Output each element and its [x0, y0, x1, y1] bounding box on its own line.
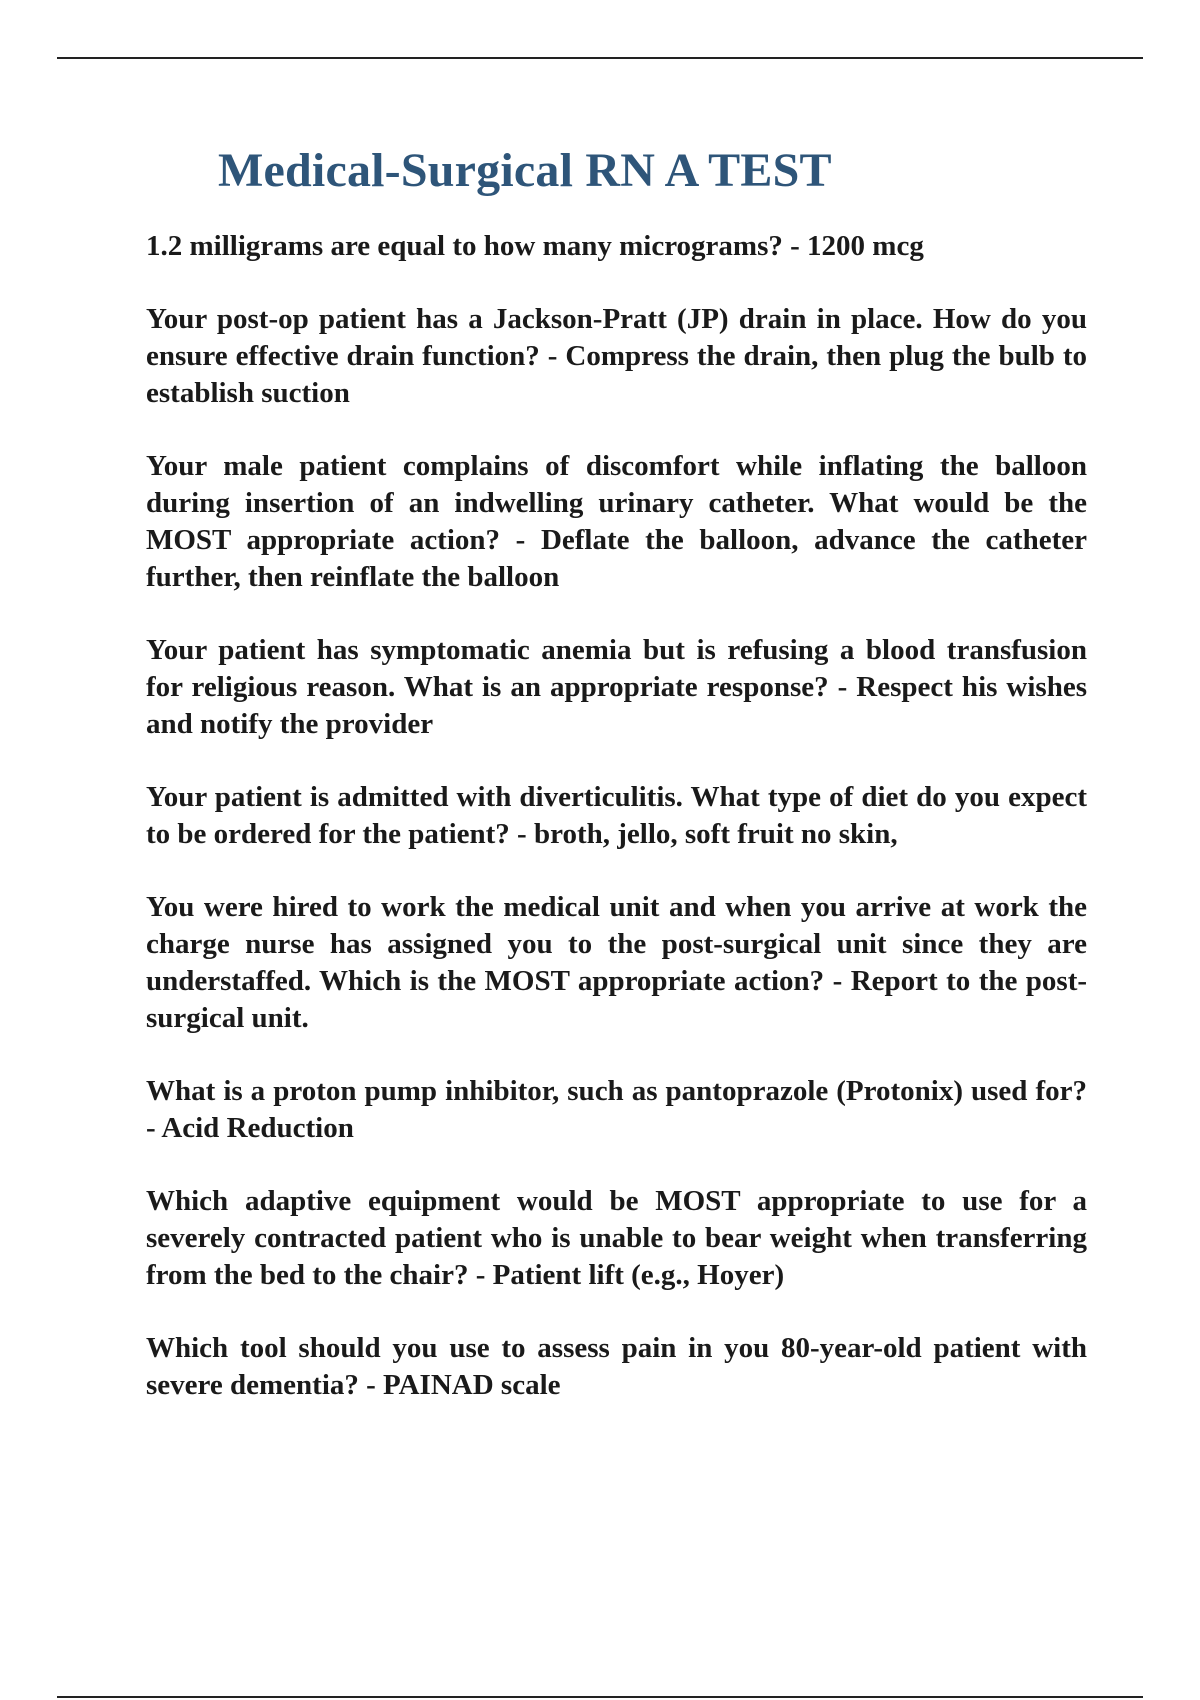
qa-item [146, 1330, 1087, 1404]
qa-item [146, 448, 1087, 596]
answer-text: Patient lift (e.g., Hoyer) [492, 1259, 785, 1291]
question-text: Your patient is admitted with diverticulitis. What type of diet do you expect to be ordered for the patient? - [146, 781, 1087, 850]
qa-item [146, 779, 1087, 853]
qa-list [146, 228, 1087, 1440]
qa-item [146, 301, 1087, 412]
answer-text: broth, jello, soft fruit no skin, [533, 818, 898, 850]
document-title: Medical-Surgical RN A TEST [218, 144, 832, 197]
qa-item [146, 1073, 1087, 1147]
answer-text: Deflate the balloon, advance the catheter further, then reinflate the balloon [146, 524, 1087, 593]
answer-text: Compress the drain, then plug the bulb to establish suction [146, 340, 1087, 409]
question-text: Your patient has symptomatic anemia but is refusing a blood transfusion for religious reason. What is an appropriate response? - [146, 634, 1087, 703]
question-text: What is a proton pump inhibitor, such as pantoprazole (Protonix) used for? - [146, 1075, 1087, 1144]
question-text: Which adaptive equipment would be MOST appropriate to use for a severely contracted patient who is unable to bear weight when transferring from the bed to the chair? - [146, 1185, 1087, 1291]
answer-text: Respect his wishes and notify the provider [146, 671, 1087, 740]
question-text: Which tool should you use to assess pain in you 80-year-old patient with severe dementia? - [146, 1332, 1087, 1401]
qa-item [146, 1183, 1087, 1294]
answer-text: Acid Reduction [161, 1112, 354, 1144]
qa-item [146, 889, 1087, 1037]
bottom-rule [57, 1696, 1143, 1698]
top-rule [57, 57, 1143, 59]
question-text: 1.2 milligrams are equal to how many micrograms? - [146, 230, 807, 262]
answer-text: Report to the post-surgical unit. [146, 965, 1088, 1034]
qa-item [146, 632, 1087, 743]
answer-text: PAINAD scale [383, 1369, 561, 1401]
question-text: You were hired to work the medical unit and when you arrive at work the charge nurse has assigned you to the post-surgical unit since they are understaffed. Which is the MOST appropriate action? - [146, 891, 1087, 997]
qa-item [146, 228, 1087, 265]
question-text: Your post-op patient has a Jackson-Pratt (JP) drain in place. How do you ensure effective drain function? - [146, 303, 1087, 372]
answer-text: 1200 mcg [807, 230, 924, 262]
question-text: Your male patient complains of discomfort while inflating the balloon during insertion of an indwelling urinary catheter. What would be the MOST appropriate action? - [146, 450, 1087, 556]
